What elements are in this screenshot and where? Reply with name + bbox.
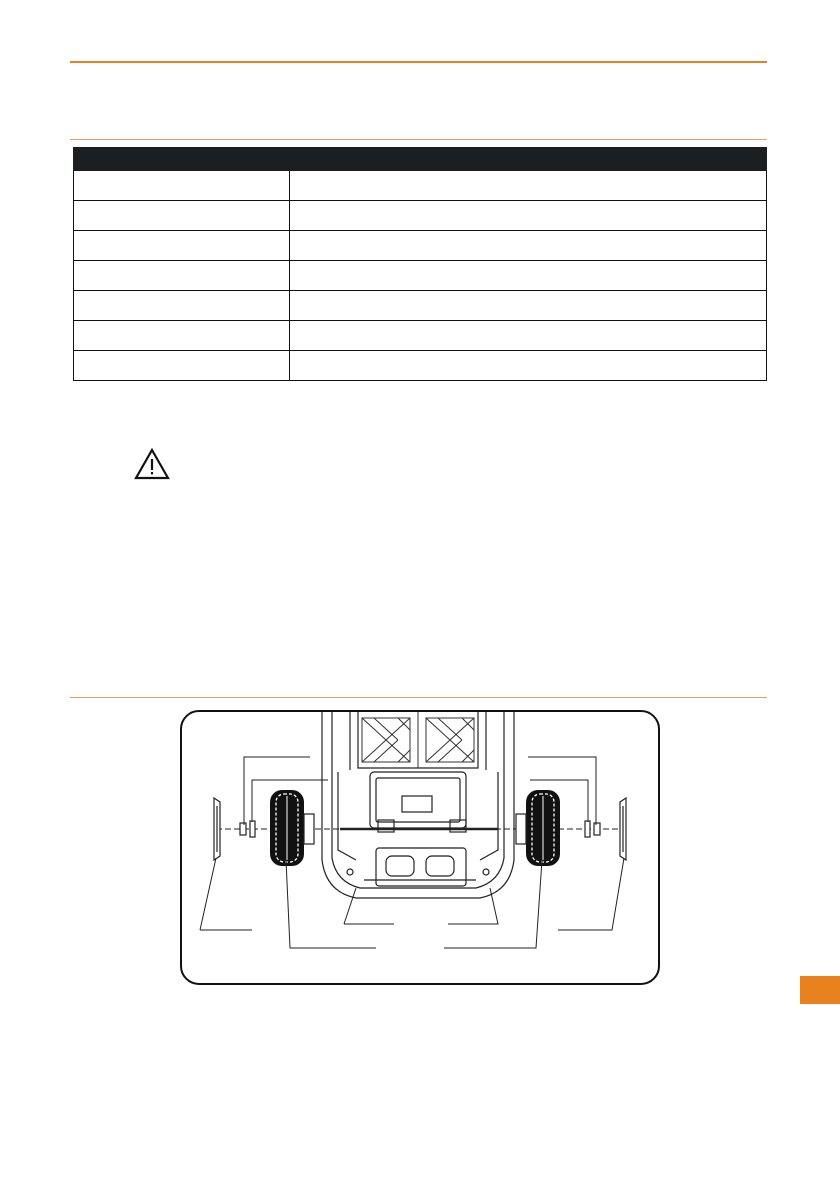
table-cell [74,351,290,381]
table-cell [290,351,767,381]
header-rule [70,61,767,63]
wheel-assembly-diagram [180,710,660,985]
table-row [74,291,767,321]
table-cell [290,201,767,231]
table-header-row [74,148,767,171]
table-row [74,321,767,351]
hubcap-right-icon [620,798,626,860]
table-cell [290,291,767,321]
warning-triangle-icon [134,448,170,480]
table-row [74,231,767,261]
page-edge-tab [800,976,840,1004]
table-cell [290,321,767,351]
table-cell [74,291,290,321]
table-row [74,351,767,381]
table-cell [290,261,767,291]
table-cell [74,171,290,201]
specifications-table [73,147,767,381]
table-cell [74,321,290,351]
table-row [74,261,767,291]
table-cell [290,231,767,261]
table-cell [74,231,290,261]
table-cell [74,201,290,231]
section-rule-assembly [70,697,767,698]
hubcap-left-icon [214,798,220,860]
table-header-cell [290,148,767,171]
table-row [74,201,767,231]
table-cell [74,261,290,291]
table-cell [290,171,767,201]
table-row [74,171,767,201]
section-rule-specifications [70,139,767,140]
table-header-cell [74,148,290,171]
